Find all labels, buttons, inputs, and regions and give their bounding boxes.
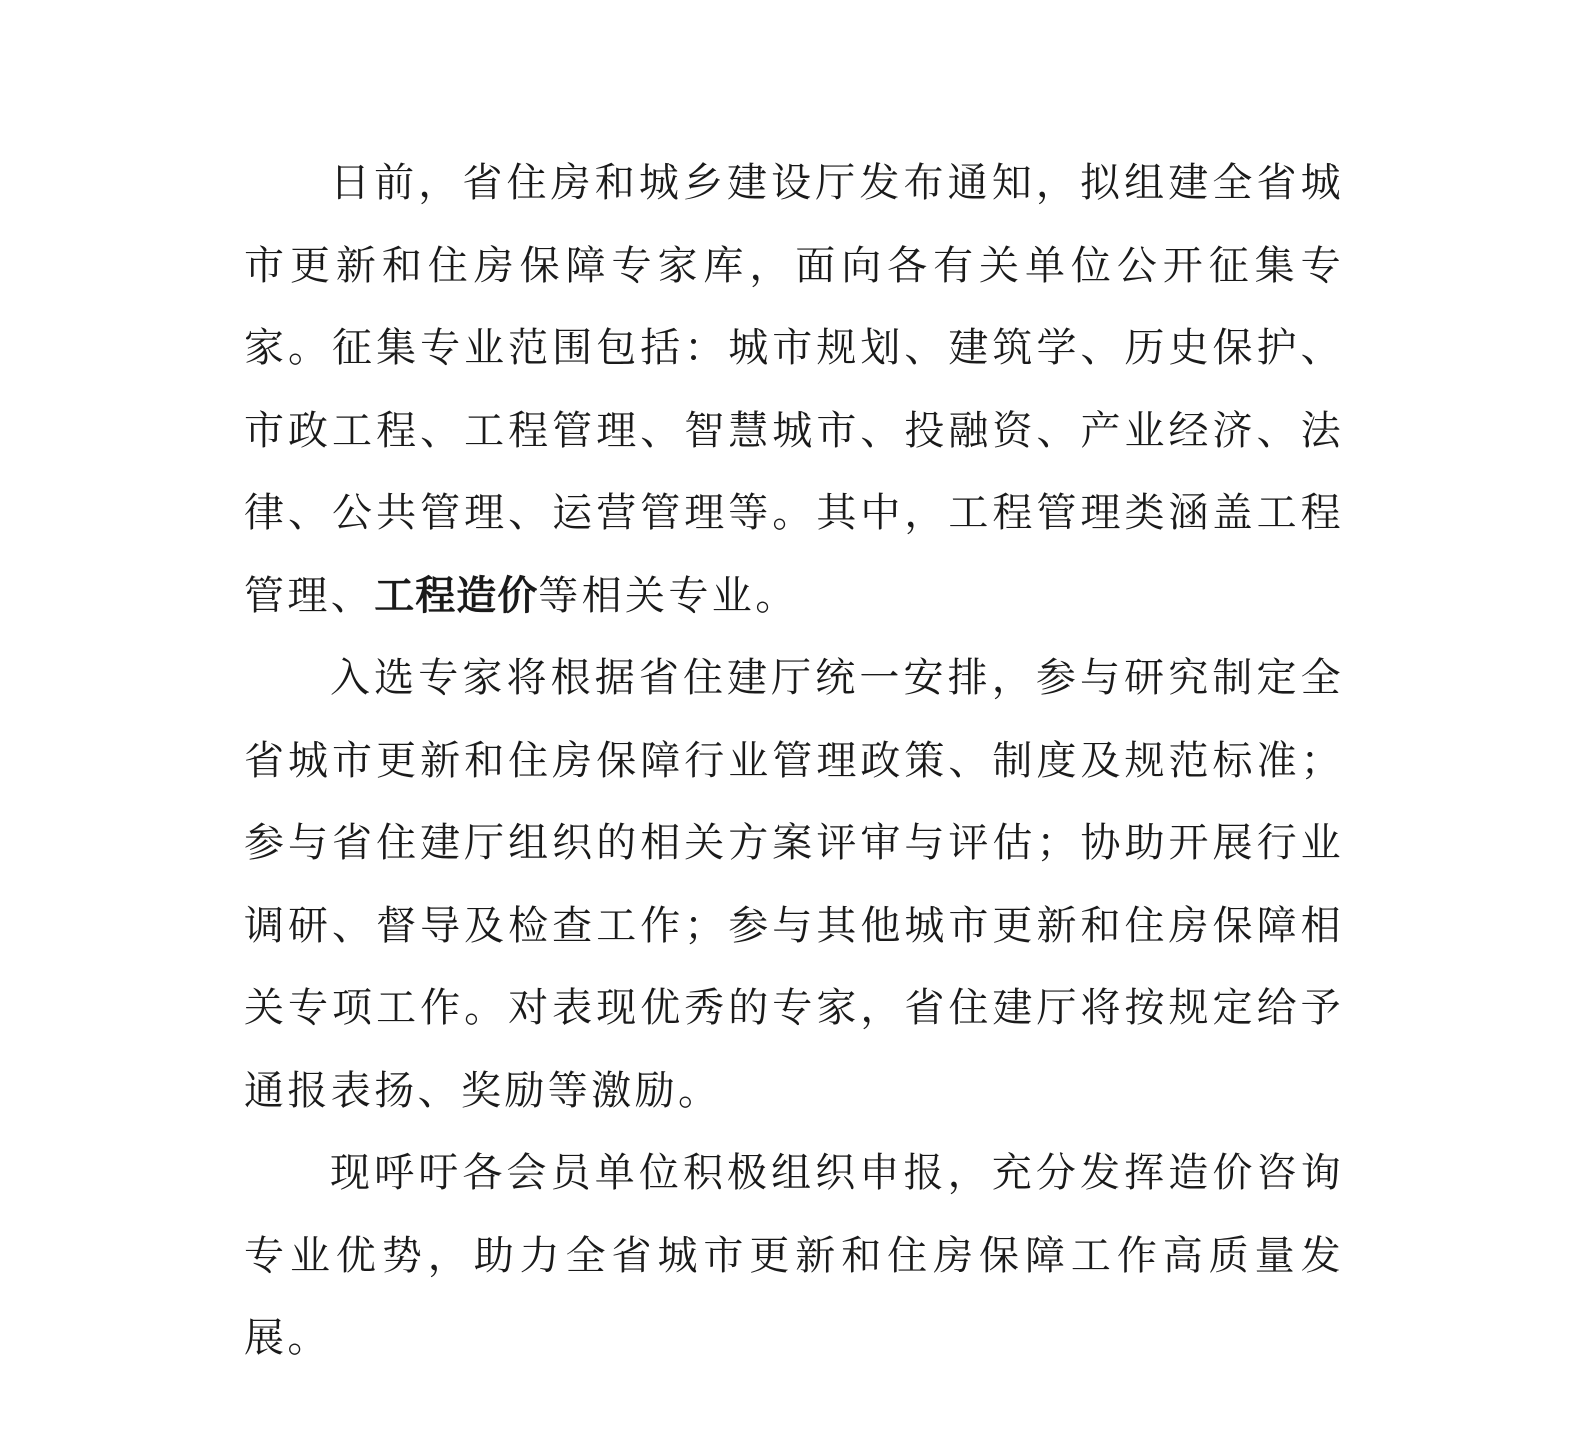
paragraph-2: 入选专家将根据省住建厅统一安排，参与研究制定全省城市更新和住房保障行业管理政策、制度及规范标准；参与省住建厅组织的相关方案评审与评估；协助开展行业调研、督导及检查工作；参与其他城市更新和住房保障相关专项工作。对表现优秀的专家，省住建厅将按规定给予通报表扬、奖励等激励。 bbox=[244, 655, 1344, 1114]
paragraph-1-text-start: 日前，省住房和城乡建设厅发布通知，拟组建全省城市更新和住房保障专家库，面向各有关单位公开征集专家。征集专业范围包括：城市规划、建筑学、历史保护、市政工程、工程管理、智慧城市、投融资、产业经济、法律、公共管理、运营管理等。其中，工程管理类涵盖工程管理、 bbox=[244, 160, 1344, 619]
paragraph-1-bold-term: 工程造价 bbox=[374, 572, 539, 619]
paragraph-1-text-end: 等相关专业。 bbox=[538, 572, 799, 619]
paragraph-1 bbox=[244, 142, 1344, 637]
document-body bbox=[244, 142, 1344, 1380]
paragraph-3: 现呼吁各会员单位积极组织申报，充分发挥造价咨询专业优势，助力全省城市更新和住房保障工作高质量发展。 bbox=[244, 1150, 1344, 1361]
